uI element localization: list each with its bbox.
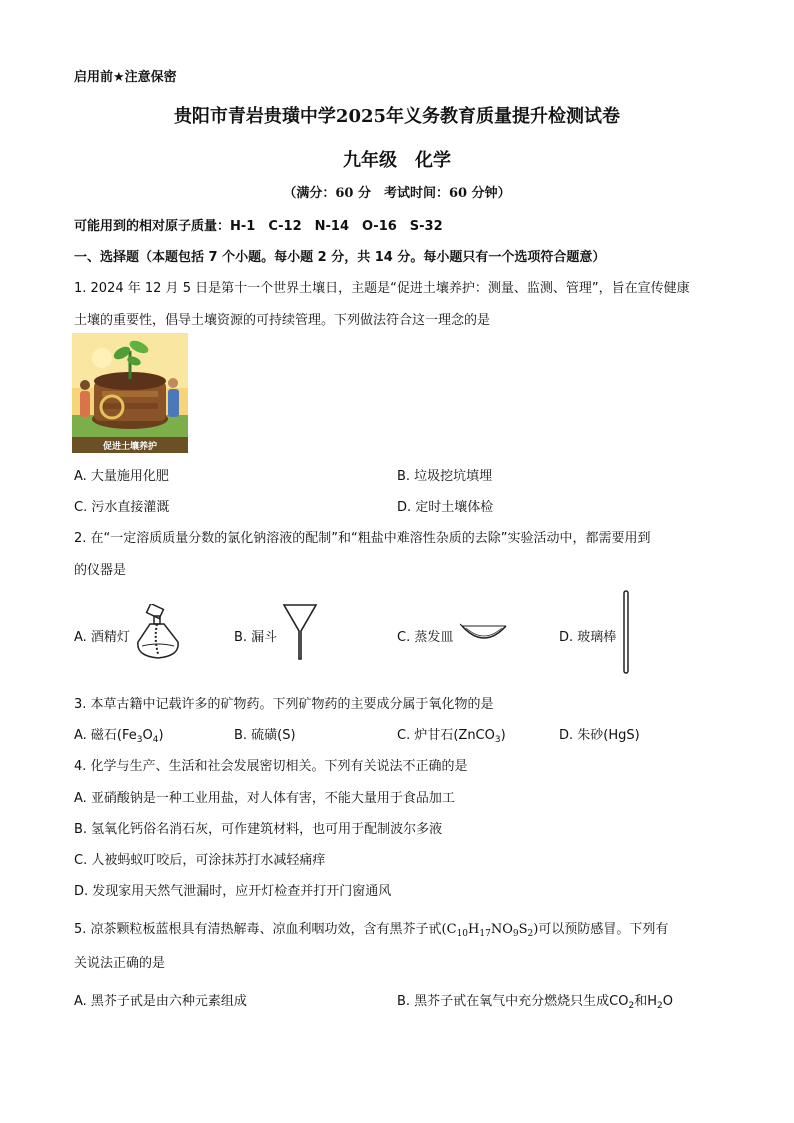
q3-c-close: ) — [500, 728, 506, 743]
soil-care-caption: 促进土壤养护 — [102, 442, 158, 452]
q5-formula — [442, 922, 539, 937]
q2-option-a[interactable]: A. 酒精灯 — [74, 630, 130, 645]
funnel-icon — [282, 603, 318, 661]
q3-a-sub2: 4 — [152, 735, 159, 745]
atomic-mass-line: 可能用到的相对原子质量：H-1 C-12 N-14 O-16 S-32 — [74, 219, 443, 234]
formula-part: (C — [441, 922, 457, 937]
evaporating-dish-icon — [460, 620, 508, 646]
formula-sub: 2 — [527, 929, 534, 939]
formula-sub: 9 — [512, 929, 519, 939]
soil-care-illustration — [72, 333, 188, 453]
confidential-note: 启用前★注意保密 — [74, 70, 177, 85]
exam-title: 贵阳市青岩贵璜中学2025年义务教育质量提升检测试卷 — [173, 106, 621, 127]
q1-option-d[interactable]: D. 定时土壤体检 — [397, 500, 494, 515]
exam-info: （满分：60 分 考试时间：60 分钟） — [283, 186, 511, 201]
q3-c-text: C. 炉甘石(ZnCO — [397, 728, 495, 743]
q5-stem-line1 — [74, 918, 668, 939]
q2-option-d[interactable]: D. 玻璃棒 — [559, 630, 617, 645]
q2-option-b[interactable]: B. 漏斗 — [234, 630, 278, 645]
glass-rod-icon — [622, 590, 630, 674]
formula-part: H — [468, 922, 480, 937]
q5-stem-line2: 关说法正确的是 — [74, 956, 166, 971]
q4-option-a[interactable]: A. 亚硝酸钠是一种工业用盐，对人体有害，不能大量用于食品加工 — [74, 791, 455, 806]
q2-stem-line1: 2. 在“一定溶质质量分数的氯化钠溶液的配制”和“粗盐中难溶性杂质的去除”实验活动中，都需要用到 — [74, 531, 651, 546]
q5-b-sub2: 2 — [657, 1001, 663, 1011]
section-heading: 一、选择题（本题包括 7 个小题。每小题 2 分，共 14 分。每小题只有一个选项符合题意） — [74, 250, 606, 265]
q4-option-d[interactable]: D. 发现家用天然气泄漏时，应开灯检查并打开门窗通风 — [74, 884, 392, 899]
exam-subtitle: 九年级 化学 — [343, 150, 451, 171]
q5-stem-tail: 可以预防感冒。下列有 — [538, 922, 669, 937]
q1-option-a[interactable]: A. 大量施用化肥 — [74, 469, 169, 484]
formula-part: S — [518, 922, 528, 937]
soil-care-picture — [72, 333, 188, 453]
q1-stem-line1: 1. 2024 年 12 月 5 日是第十一个世界土壤日，主题是“促进土壤养护：测量、监测、管理”，旨在宣传健康 — [74, 281, 690, 296]
q5-b-text: B. 黑芥子甙在氧气中充分燃烧只生成CO — [397, 994, 629, 1009]
q1-stem-line2: 土壤的重要性，倡导土壤资源的可持续管理。下列做法符合这一理念的是 — [74, 313, 491, 328]
q3-c-sub1: 3 — [494, 735, 501, 745]
q2-option-c[interactable]: C. 蒸发皿 — [397, 630, 454, 645]
q5-stem-text: 5. 凉茶颗粒板蓝根具有清热解毒、凉血利咽功效，含有黑芥子甙 — [74, 922, 442, 937]
q3-a-mid: O — [142, 728, 153, 743]
q5-b-sub1: 2 — [628, 1001, 635, 1011]
q4-stem: 4. 化学与生产、生活和社会发展密切相关。下列有关说法不正确的是 — [74, 759, 468, 774]
formula-sub: 17 — [479, 929, 491, 939]
q5-b-mid: 和H — [634, 994, 658, 1009]
q5-option-b[interactable] — [397, 990, 673, 1011]
q3-a-close: ) — [158, 728, 164, 743]
formula-part: ) — [533, 922, 539, 937]
formula-part: NO — [490, 922, 513, 937]
q3-option-b[interactable]: B. 硫磺(S) — [234, 728, 296, 743]
q3-option-a[interactable] — [74, 724, 164, 745]
q3-a-text: A. 磁石(Fe — [74, 728, 137, 743]
q4-option-b[interactable]: B. 氢氧化钙俗名消石灰，可作建筑材料，也可用于配制波尔多液 — [74, 822, 443, 837]
q3-a-sub1: 3 — [136, 735, 143, 745]
q5-b-tail: O — [662, 994, 673, 1009]
q5-option-a[interactable]: A. 黑芥子甙是由六种元素组成 — [74, 994, 247, 1009]
alcohol-lamp-icon — [134, 604, 182, 660]
formula-sub: 10 — [456, 929, 469, 939]
q3-stem: 3. 本草古籍中记载许多的矿物药。下列矿物药的主要成分属于氧化物的是 — [74, 697, 494, 712]
q1-option-c[interactable]: C. 污水直接灌溉 — [74, 500, 170, 515]
q2-stem-line2: 的仪器是 — [74, 563, 127, 578]
q3-option-c[interactable] — [397, 724, 506, 745]
q3-option-d[interactable]: D. 朱砂(HgS) — [559, 728, 640, 743]
q4-option-c[interactable]: C. 人被蚂蚁叮咬后，可涂抹苏打水减轻痛痒 — [74, 853, 326, 868]
q1-option-b[interactable]: B. 垃圾挖坑填埋 — [397, 469, 493, 484]
